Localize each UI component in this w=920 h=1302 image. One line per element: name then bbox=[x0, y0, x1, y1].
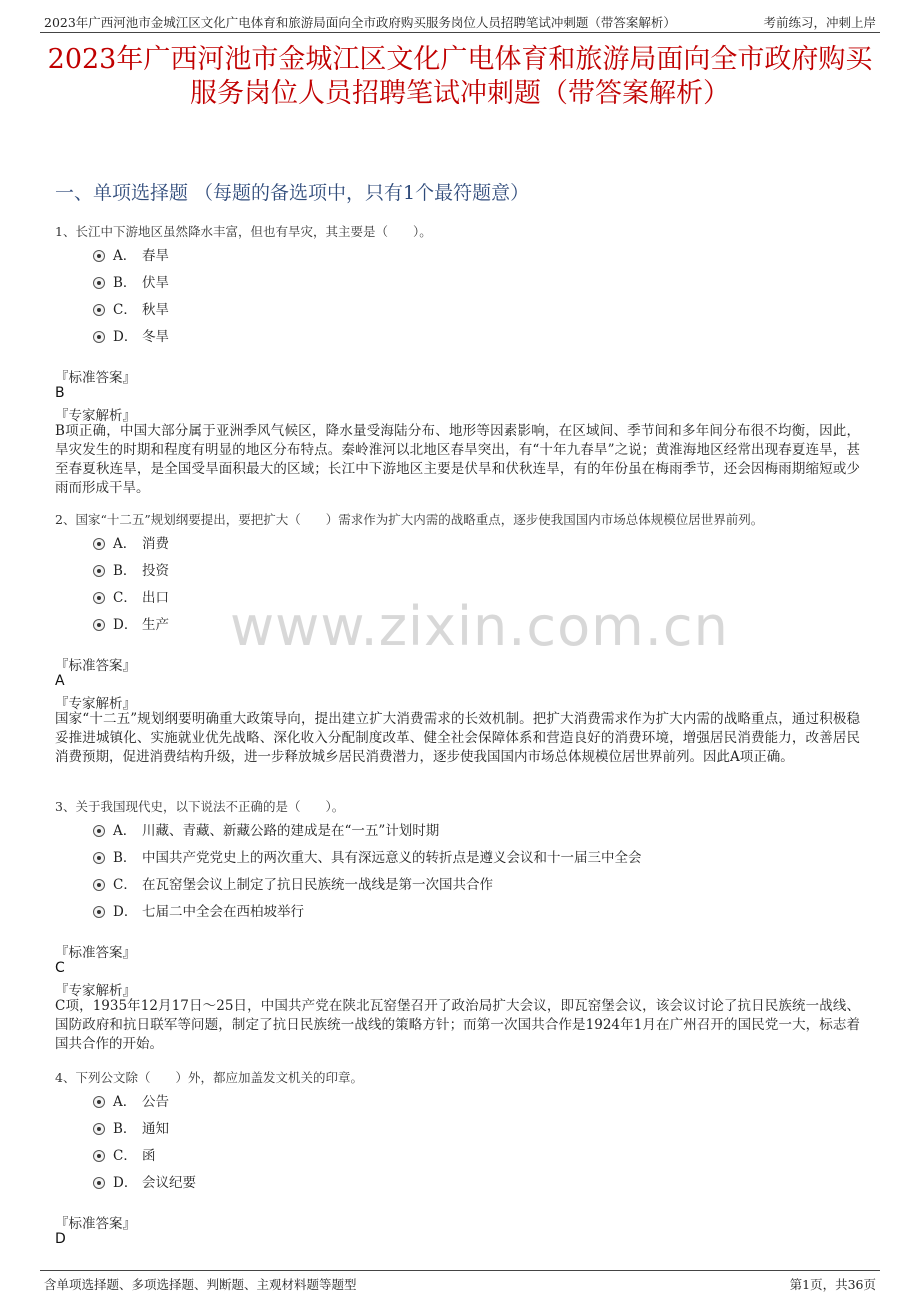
radio-icon[interactable] bbox=[93, 1096, 105, 1108]
option-b[interactable]: B． 伏旱 bbox=[93, 271, 169, 291]
question-stem: 1、长江中下游地区虽然降水丰富，但也有旱灾，其主要是（ ）。 bbox=[55, 224, 432, 239]
answer-value: C bbox=[55, 960, 65, 976]
page-footer bbox=[40, 1270, 880, 1295]
question-stem: 2、国家“十二五”规划纲要提出，要把扩大（ ）需求作为扩大内需的战略重点，逐步使我国国内市场总体规模位居世界前列。 bbox=[55, 512, 764, 527]
radio-icon[interactable] bbox=[93, 565, 105, 577]
answer-label: 『标准答案』 bbox=[55, 1216, 136, 1232]
option-a[interactable]: A． 消费 bbox=[93, 532, 169, 552]
radio-icon[interactable] bbox=[93, 1150, 105, 1162]
option-c[interactable]: C． 函 bbox=[93, 1144, 156, 1164]
option-d[interactable]: D． 冬旱 bbox=[93, 325, 169, 345]
option-b[interactable]: B． 投资 bbox=[93, 559, 169, 579]
answer-value: B bbox=[55, 385, 65, 401]
answer-value: D bbox=[55, 1231, 66, 1247]
radio-icon[interactable] bbox=[93, 592, 105, 604]
radio-icon[interactable] bbox=[93, 906, 105, 918]
question-4 bbox=[55, 1068, 860, 1247]
header-slogan: 考前练习，冲刺上岸 bbox=[763, 15, 876, 30]
analysis-label: 『专家解析』 bbox=[55, 696, 136, 712]
option-b[interactable]: B． 通知 bbox=[93, 1117, 169, 1137]
option-d[interactable]: D． 生产 bbox=[93, 613, 169, 633]
radio-icon[interactable] bbox=[93, 250, 105, 262]
analysis-text: 国家“十二五”规划纲要明确重大政策导向，提出建立扩大消费需求的长效机制。把扩大消费需求作为扩大内需的战略重点，通过积极稳妥推进城镇化、实施就业优先战略、深化收入分配制度改革、健全社会保障体系和营造良好的消费环境，增强居民消费能力，改善居民消费预期，促进消费结构升级，进一步释放城乡居民消费潜力，逐步使我国国内市场总体规模位居世界前列。因此A项正确。 bbox=[55, 711, 860, 765]
question-3 bbox=[55, 797, 860, 1052]
page-header bbox=[40, 8, 880, 33]
analysis-text: C项，1935年12月17日～25日，中国共产党在陕北瓦窑堡召开了政治局扩大会议，即瓦窑堡会议，该会议讨论了抗日民族统一战线、国防政府和抗日联军等问题，制定了抗日民族统一战线的策略方针；而第一次国共合作是1924年1月在广州召开的国民党一大，标志着国共合作的开始。 bbox=[55, 998, 860, 1052]
question-stem: 3、关于我国现代史，以下说法不正确的是（ ）。 bbox=[55, 799, 345, 814]
answer-label: 『标准答案』 bbox=[55, 658, 136, 674]
option-c[interactable]: C． 秋旱 bbox=[93, 298, 169, 318]
header-doc-title: 2023年广西河池市金城江区文化广电体育和旅游局面向全市政府购买服务岗位人员招聘笔试冲刺题（带答案解析） bbox=[44, 15, 676, 30]
analysis-label: 『专家解析』 bbox=[55, 408, 136, 424]
radio-icon[interactable] bbox=[93, 304, 105, 316]
radio-icon[interactable] bbox=[93, 1123, 105, 1135]
radio-icon[interactable] bbox=[93, 825, 105, 837]
section-title: 一、单项选择题 （每题的备选项中，只有1个最符题意） bbox=[55, 182, 530, 204]
answer-label: 『标准答案』 bbox=[55, 370, 136, 386]
radio-icon[interactable] bbox=[93, 619, 105, 631]
answer-label: 『标准答案』 bbox=[55, 945, 136, 961]
option-c[interactable]: C． 在瓦窑堡会议上制定了抗日民族统一战线是第一次国共合作 bbox=[93, 873, 493, 893]
question-1 bbox=[55, 222, 860, 496]
page-number: 第1页，共36页 bbox=[789, 1277, 876, 1292]
radio-icon[interactable] bbox=[93, 1177, 105, 1189]
question-stem: 4、下列公文除（ ）外，都应加盖发文机关的印章。 bbox=[55, 1070, 363, 1085]
footer-note: 含单项选择题、多项选择题、判断题、主观材料题等题型 bbox=[44, 1277, 357, 1292]
radio-icon[interactable] bbox=[93, 852, 105, 864]
option-d[interactable]: D． 会议纪要 bbox=[93, 1171, 196, 1191]
analysis-label: 『专家解析』 bbox=[55, 983, 136, 999]
watermark: www.zixin.com.cn bbox=[230, 595, 729, 658]
answer-value: A bbox=[55, 673, 65, 689]
option-a[interactable]: A． 川藏、青藏、新藏公路的建成是在“一五”计划时期 bbox=[93, 819, 439, 839]
radio-icon[interactable] bbox=[93, 538, 105, 550]
analysis-text: B项正确，中国大部分属于亚洲季风气候区，降水量受海陆分布、地形等因素影响，在区域间、季节间和多年间分布很不均衡，因此，旱灾发生的时期和程度有明显的地区分布特点。秦岭淮河以北地区春旱突出，有“十年九春旱”之说；黄淮海地区经常出现春夏连旱，甚至春夏秋连旱，是全国受旱面积最大的区域；长江中下游地区主要是伏旱和伏秋连旱，有的年份虽在梅雨季节，还会因梅雨期缩短或少雨而形成干旱。 bbox=[55, 423, 860, 496]
radio-icon[interactable] bbox=[93, 879, 105, 891]
document-title: 2023年广西河池市金城江区文化广电体育和旅游局面向全市政府购买服务岗位人员招聘笔试冲刺题（带答案解析） bbox=[47, 44, 873, 109]
option-c[interactable]: C． 出口 bbox=[93, 586, 169, 606]
option-b[interactable]: B． 中国共产党党史上的两次重大、具有深远意义的转折点是遵义会议和十一届三中全会 bbox=[93, 846, 642, 866]
option-a[interactable]: A． 公告 bbox=[93, 1090, 169, 1110]
radio-icon[interactable] bbox=[93, 277, 105, 289]
option-d[interactable]: D． 七届二中全会在西柏坡举行 bbox=[93, 900, 304, 920]
radio-icon[interactable] bbox=[93, 331, 105, 343]
option-a[interactable]: A． 春旱 bbox=[93, 244, 169, 264]
